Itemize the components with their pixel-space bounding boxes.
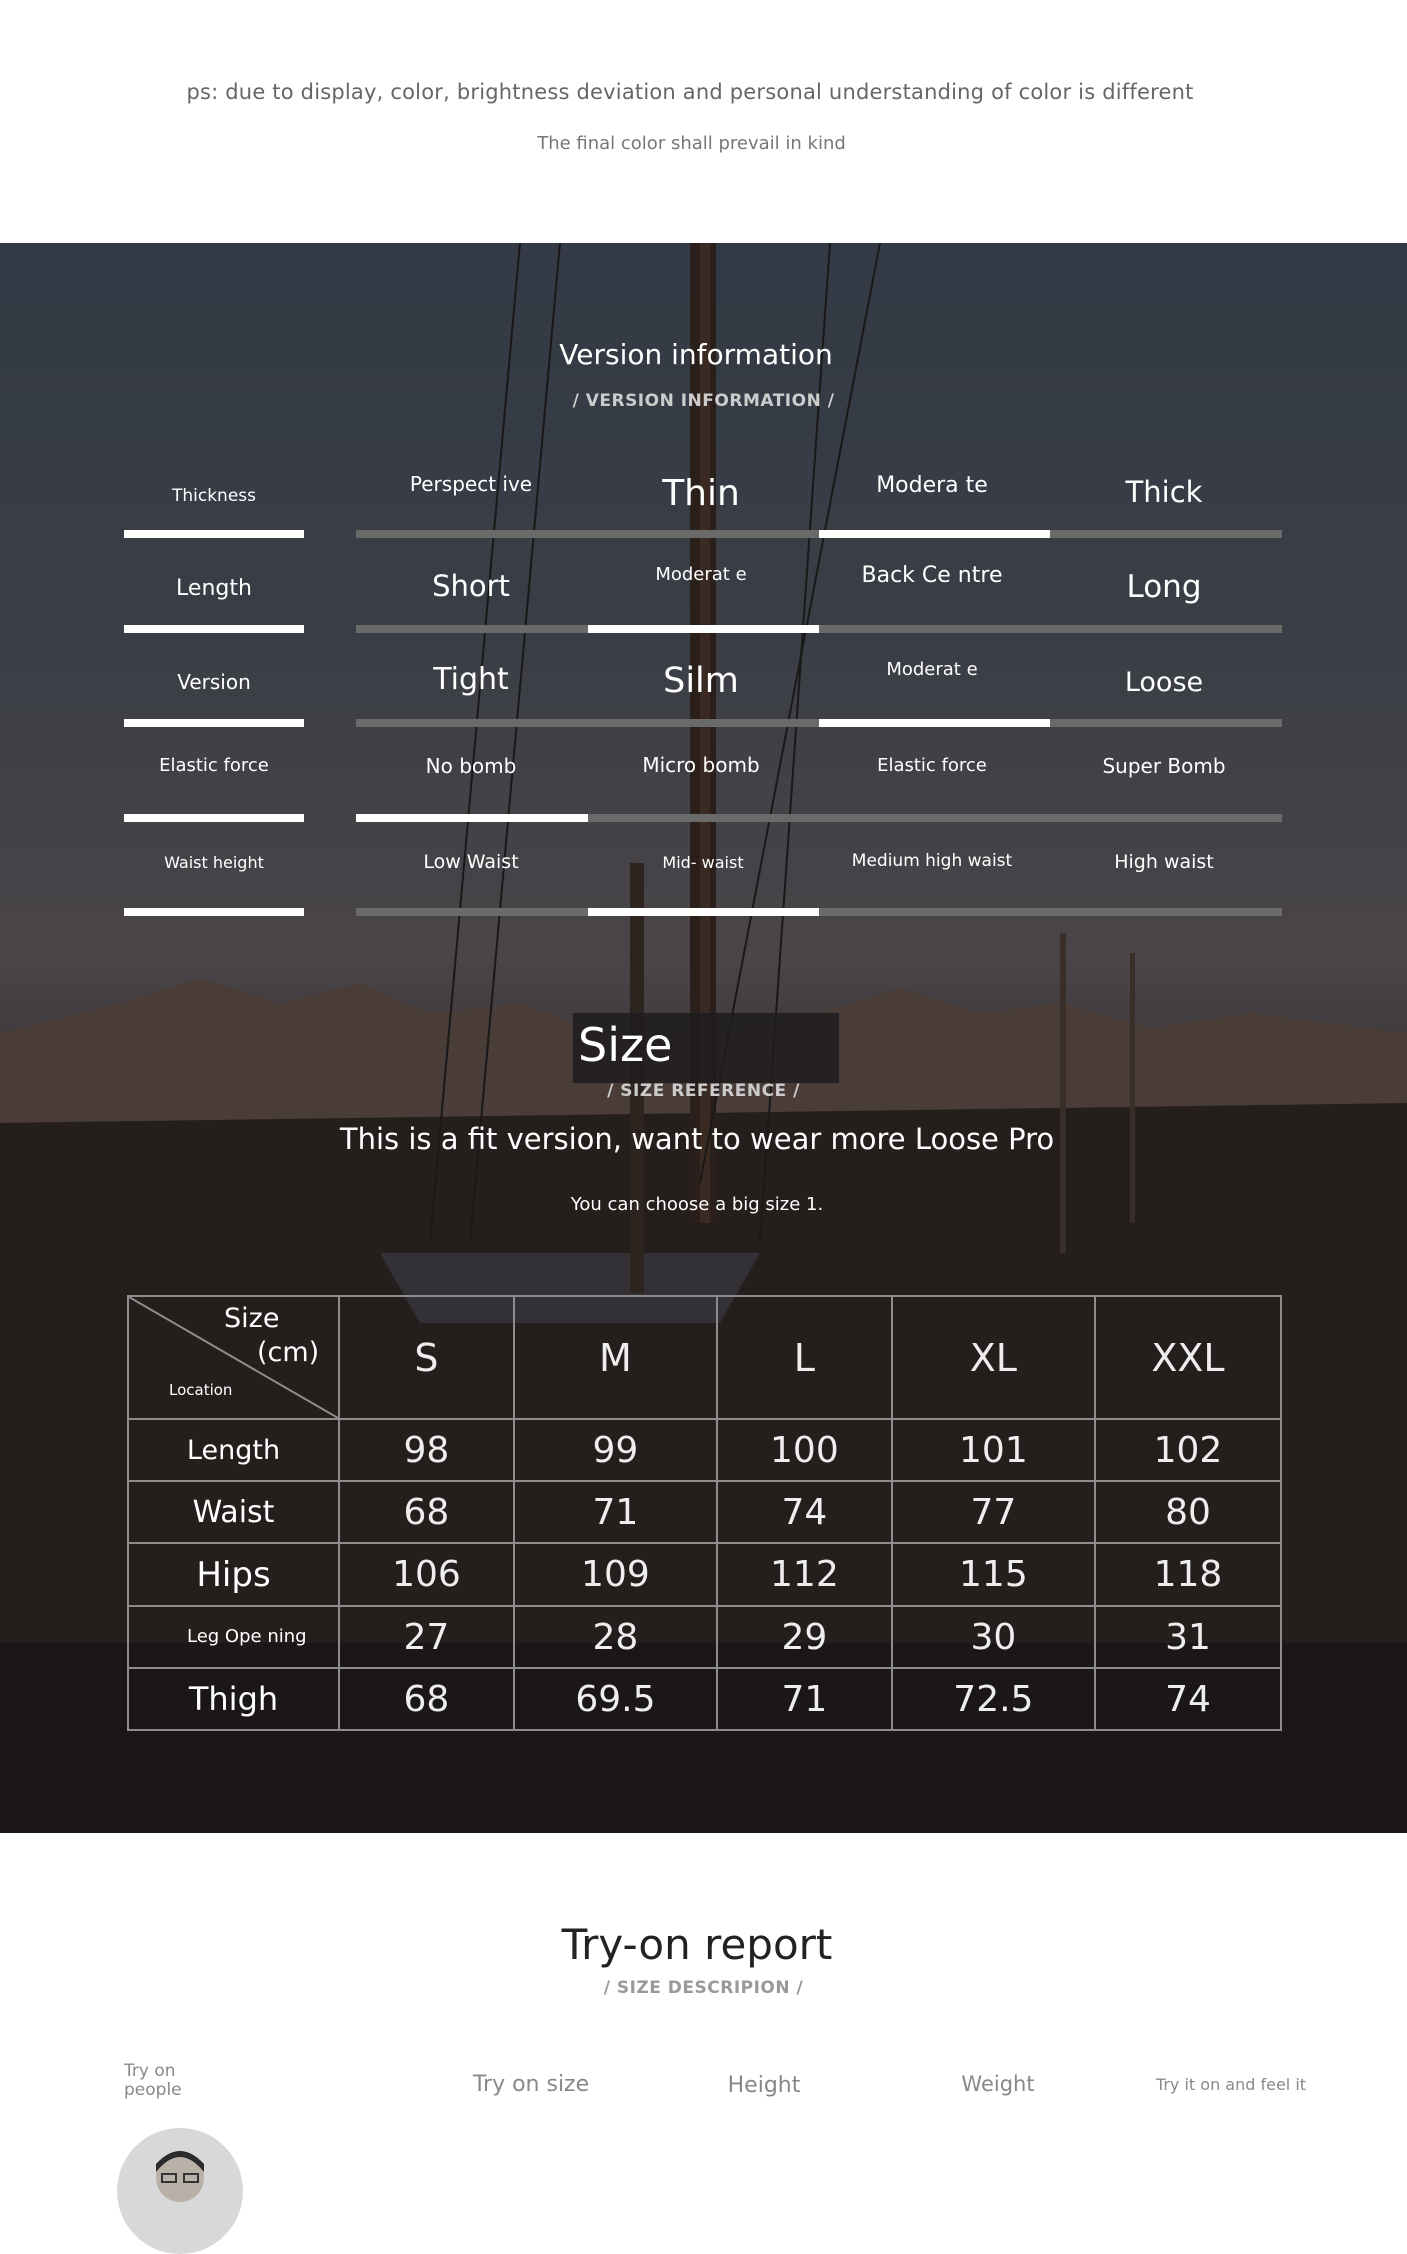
try-on-col-people: Try on people <box>124 2061 182 2100</box>
try-on-subtitle: / SIZE DESCRIPION / <box>603 1978 804 1998</box>
row-label-waist-height: Waist height <box>164 853 264 872</box>
size-col-m: M <box>514 1296 717 1419</box>
option-low-waist: Low Waist <box>423 851 519 873</box>
option-silm: Silm <box>663 661 739 701</box>
table-cell: 80 <box>1095 1481 1281 1543</box>
corner-location-label: Location <box>169 1381 233 1399</box>
row-marker <box>124 908 304 916</box>
row-label-waist: Waist <box>128 1481 339 1543</box>
size-subtitle: / SIZE REFERENCE / <box>607 1081 800 1101</box>
row-label-length: Length <box>176 576 252 601</box>
row-label-leg-opening: Leg Ope ning <box>128 1606 339 1668</box>
size-col-s: S <box>339 1296 514 1419</box>
row-marker <box>124 814 304 822</box>
option-micro-bomb: Micro bomb <box>642 753 760 777</box>
person-avatar-icon <box>117 2128 243 2254</box>
option-thick: Thick <box>1125 475 1203 509</box>
color-notice-subline: The final color shall prevail in kind <box>537 133 846 154</box>
size-chart-table <box>127 1295 1282 1731</box>
table-cell: 68 <box>339 1481 514 1543</box>
try-on-col-weight: Weight <box>961 2072 1035 2096</box>
option-long: Long <box>1126 569 1202 605</box>
table-cell: 109 <box>514 1543 717 1606</box>
table-cell: 30 <box>892 1606 1095 1668</box>
table-row <box>128 1481 1281 1543</box>
option-medium-high-waist: Medium high waist <box>851 851 1013 871</box>
option-high-waist: High waist <box>1114 851 1214 873</box>
version-info-title: Version information <box>559 338 833 371</box>
row-label-thickness: Thickness <box>171 486 257 506</box>
row-label-elastic-force: Elastic force <box>159 755 269 776</box>
version-info-subtitle: / VERSION INFORMATION / <box>572 391 835 411</box>
option-elastic-force: Elastic force <box>877 755 987 776</box>
table-cell: 102 <box>1095 1419 1281 1481</box>
row-label-hips: Hips <box>128 1543 339 1606</box>
table-cell: 28 <box>514 1606 717 1668</box>
option-moderate: Modera te <box>876 473 988 498</box>
selected-option-bar <box>588 908 819 916</box>
fit-version-note: This is a fit version, want to wear more Loose Pro <box>339 1122 1055 1156</box>
option-super-bomb: Super Bomb <box>1102 754 1226 778</box>
table-cell: 29 <box>717 1606 892 1668</box>
table-cell: 100 <box>717 1419 892 1481</box>
table-cell: 101 <box>892 1419 1095 1481</box>
row-label-version: Version <box>177 670 251 694</box>
option-loose: Loose <box>1124 667 1204 698</box>
table-cell: 74 <box>717 1481 892 1543</box>
table-row <box>128 1668 1281 1730</box>
table-cell: 77 <box>892 1481 1095 1543</box>
option-perspective: Perspect ive <box>409 472 533 496</box>
table-cell: 112 <box>717 1543 892 1606</box>
row-marker <box>124 530 304 538</box>
table-row <box>128 1606 1281 1668</box>
table-cell: 27 <box>339 1606 514 1668</box>
option-thin: Thin <box>662 473 740 514</box>
try-on-col-size: Try on size <box>472 2072 590 2097</box>
size-header-row <box>128 1296 1281 1419</box>
table-cell: 31 <box>1095 1606 1281 1668</box>
try-on-col-height: Height <box>727 2073 801 2098</box>
size-title: Size <box>578 1018 673 1072</box>
selected-option-bar <box>819 719 1050 727</box>
selected-option-bar <box>588 625 819 633</box>
option-track <box>356 908 1282 916</box>
option-moderate: Moderat e <box>886 659 978 680</box>
table-row <box>128 1543 1281 1606</box>
tester-avatar <box>117 2128 243 2254</box>
corner-size-label: Size <box>224 1303 280 1334</box>
option-tight: Tight <box>433 662 509 697</box>
row-label-length: Length <box>128 1419 339 1481</box>
option-mid-waist: Mid- waist <box>662 853 744 872</box>
color-notice-line: ps: due to display, color, brightness deviation and personal understanding of color is different <box>186 80 1194 104</box>
try-on-col-feel: Try it on and feel it <box>1155 2075 1307 2094</box>
size-col-xl: XL <box>892 1296 1095 1419</box>
table-cell: 69.5 <box>514 1668 717 1730</box>
corner-unit-label: (cm) <box>257 1337 320 1368</box>
fit-version-subnote: You can choose a big size 1. <box>570 1194 824 1215</box>
table-row <box>128 1419 1281 1481</box>
table-cell: 115 <box>892 1543 1095 1606</box>
selected-option-bar <box>819 530 1050 538</box>
row-marker <box>124 625 304 633</box>
table-cell: 72.5 <box>892 1668 1095 1730</box>
table-cell: 98 <box>339 1419 514 1481</box>
try-on-title: Try-on report <box>561 1920 833 1969</box>
size-col-l: L <box>717 1296 892 1419</box>
table-cell: 99 <box>514 1419 717 1481</box>
table-cell: 118 <box>1095 1543 1281 1606</box>
option-no-bomb: No bomb <box>425 754 517 778</box>
size-col-xxl: XXL <box>1095 1296 1281 1419</box>
option-short: Short <box>432 569 510 603</box>
size-corner-cell <box>128 1296 339 1419</box>
table-cell: 106 <box>339 1543 514 1606</box>
option-moderate: Moderat e <box>655 564 747 585</box>
option-back-centre: Back Ce ntre <box>861 563 1003 588</box>
table-cell: 74 <box>1095 1668 1281 1730</box>
table-cell: 71 <box>514 1481 717 1543</box>
option-track <box>356 625 1282 633</box>
table-cell: 71 <box>717 1668 892 1730</box>
row-label-thigh: Thigh <box>128 1668 339 1730</box>
row-marker <box>124 719 304 727</box>
table-cell: 68 <box>339 1668 514 1730</box>
selected-option-bar <box>356 814 588 822</box>
